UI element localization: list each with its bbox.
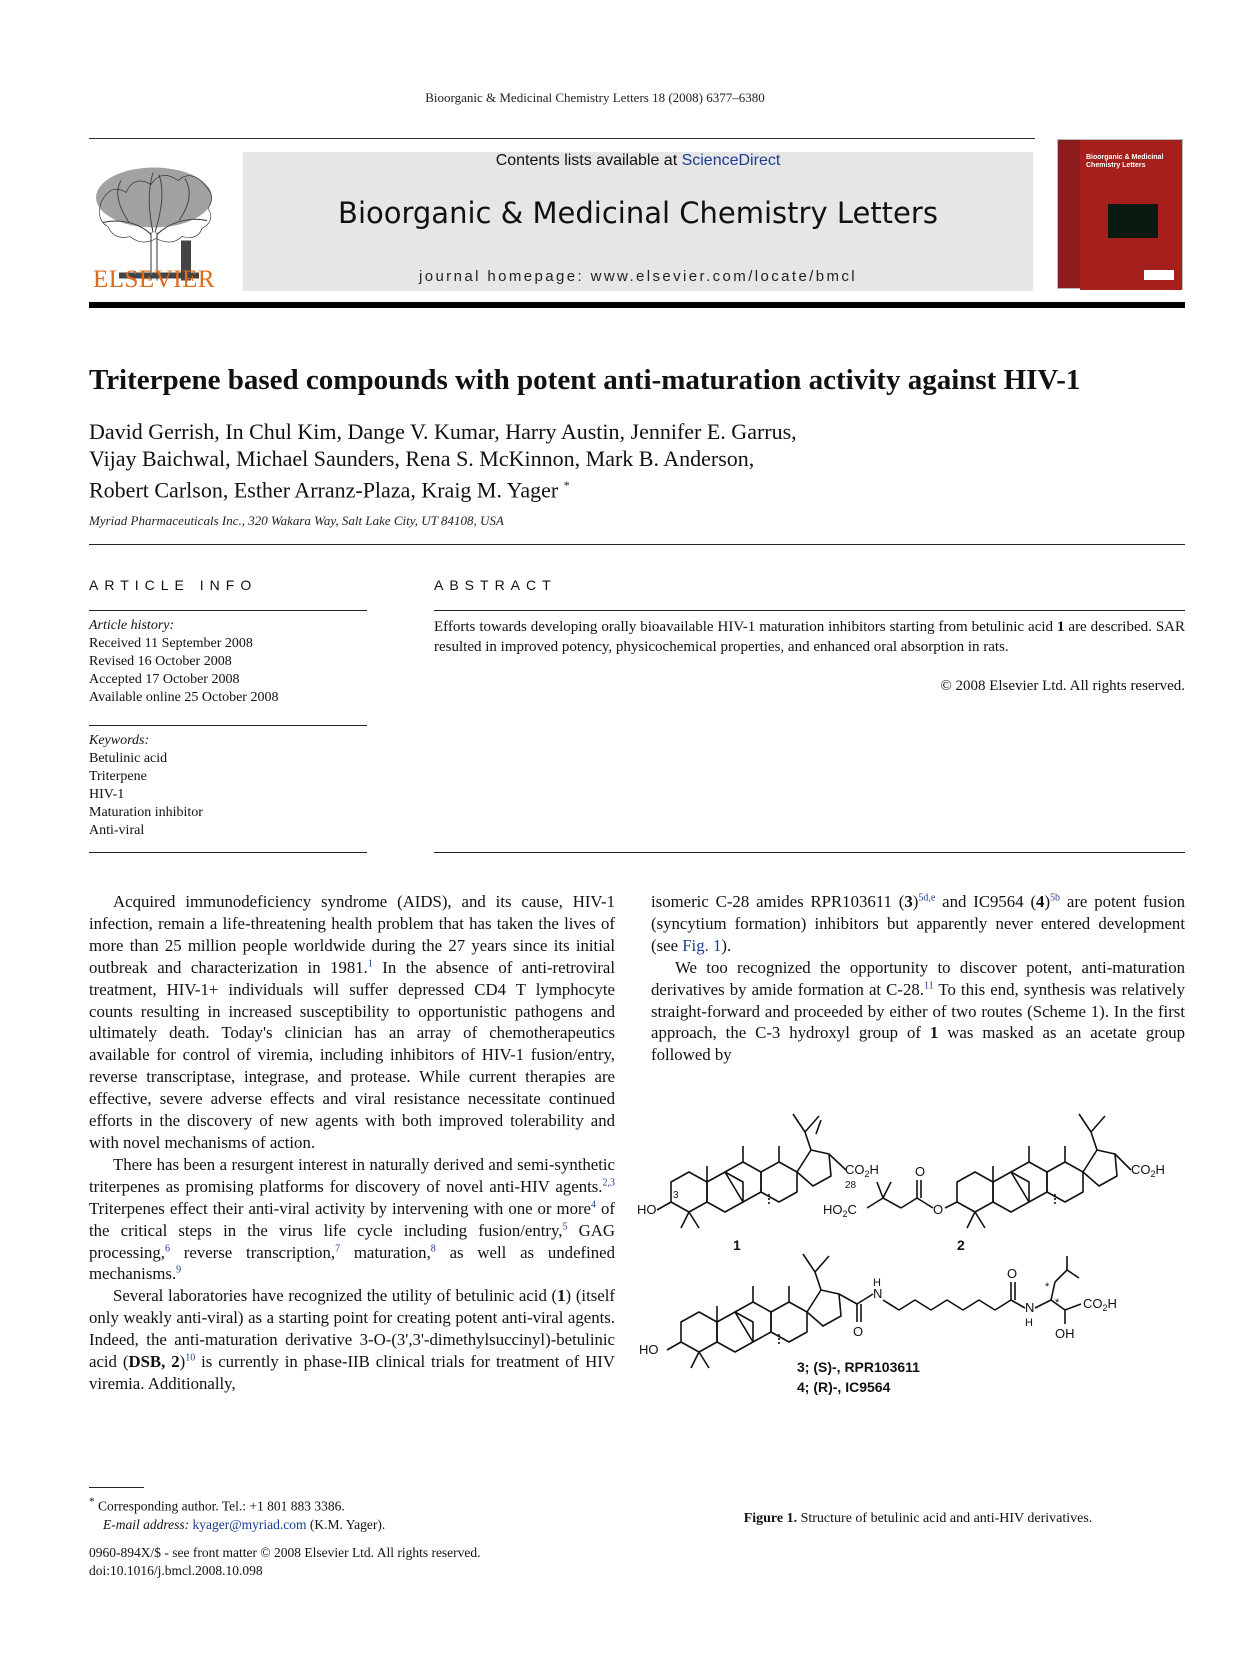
authors-line-1: David Gerrish, In Chul Kim, Dange V. Kumar, Harry Austin, Jennifer E. Garrus,	[89, 419, 797, 444]
stereo-mark: *	[1055, 1297, 1060, 1309]
email-suffix: (K.M. Yager).	[306, 1516, 386, 1532]
compound-ref: 1	[1056, 619, 1065, 635]
text: Triterpenes effect their anti-viral activity by intervening with one or more	[89, 1198, 592, 1218]
cover-title: Bioorganic & Medicinal Chemistry Letters	[1086, 154, 1164, 169]
citation-ref[interactable]: 4	[591, 1199, 597, 1211]
atom-label: N	[1025, 1300, 1035, 1315]
contents-line	[243, 152, 1033, 170]
atom-label: $CO_2H$	[845, 1162, 879, 1179]
text: ).	[721, 935, 732, 955]
compound-ref: 1	[929, 1023, 939, 1043]
body-paragraph	[89, 1285, 615, 1395]
atom-label: N	[873, 1286, 883, 1301]
structure-1	[657, 1114, 846, 1228]
text: was masked as an acetate group followed by	[651, 1023, 1185, 1065]
text: as well as undefined mechanisms.	[89, 1242, 615, 1284]
body-paragraph	[89, 891, 615, 1154]
atom-label: O	[1007, 1266, 1018, 1281]
header-thick-rule	[89, 302, 1185, 308]
affiliation: Myriad Pharmaceuticals Inc., 320 Wakara Way, Salt Lake City, UT 84108, USA	[89, 513, 504, 528]
citation-ref[interactable]: 6	[164, 1242, 170, 1254]
citation-ref[interactable]: 5b	[1050, 892, 1061, 904]
article-history	[89, 617, 369, 707]
email-label: E-mail address:	[103, 1516, 193, 1532]
compound-ref: DSB, 2	[128, 1352, 180, 1372]
elsevier-wordmark: ELSEVIER	[92, 266, 216, 293]
text: maturation,	[340, 1242, 431, 1262]
compound-label-3: 3; (S)-, RPR103611	[797, 1359, 920, 1375]
body-right-column	[651, 891, 1185, 1066]
article-info-bottom-rule	[89, 852, 367, 853]
text: Several laboratories have recognized the utility of betulinic acid (	[113, 1286, 558, 1306]
keywords-block	[89, 732, 369, 840]
figure-1-caption	[651, 1511, 1185, 1527]
article-info-heading: ARTICLE INFO	[89, 577, 258, 593]
structure-3-4	[667, 1254, 1081, 1368]
citation-ref[interactable]: 5d,e	[918, 892, 936, 904]
body-left-column	[89, 891, 615, 1395]
citation-ref[interactable]: 7	[335, 1242, 341, 1254]
keywords-rule	[89, 725, 367, 726]
email-link[interactable]: kyager@myriad.com	[192, 1516, 307, 1532]
article-info-rule	[89, 610, 367, 611]
text: ) (itself only weakly anti-viral) as a starting point for creating potent anti-viral agents. Indeed, the anti-maturation derivative 3-O-(3',3'-dimethylsuccinyl)-betulinic acid (	[89, 1286, 615, 1372]
citation-ref[interactable]: 2,3	[602, 1177, 615, 1189]
text: is currently in phase-IIB clinical trials for treatment of HIV viremia. Additionally,	[89, 1352, 615, 1393]
body-paragraph	[651, 891, 1185, 957]
contents-prefix: Contents lists available at	[495, 152, 682, 169]
bottom-meta	[89, 1544, 689, 1580]
atom-label: O	[915, 1164, 926, 1179]
header-rule	[89, 138, 1035, 139]
body-paragraph	[89, 1154, 615, 1285]
citation-ref[interactable]: 11	[923, 980, 934, 992]
text: and IC9564 (	[935, 892, 1037, 911]
authors-line-3: Robert Carlson, Esther Arranz-Plaza, Kraig M. Yager	[89, 477, 559, 503]
figure-link[interactable]: Fig. 1	[682, 935, 722, 955]
atom-label: $CO_2H$	[1083, 1296, 1117, 1313]
author-list	[89, 418, 989, 503]
footnote-mark: *	[89, 1496, 95, 1508]
atom-label: H	[1025, 1317, 1033, 1329]
history-label: Article history:	[89, 618, 175, 633]
atom-label: 3	[673, 1190, 679, 1201]
abstract-part: are described. SAR resulted in improved potency, physicochemical properties, and enhanced oral absorption in rats.	[434, 619, 1185, 655]
sciencedirect-link[interactable]: ScienceDirect	[681, 152, 781, 169]
text: of the critical steps in the virus life cycle including fusion/entry,	[89, 1198, 615, 1240]
journal-homepage[interactable]: journal homepage: www.elsevier.com/locate/bmcl	[418, 268, 858, 285]
authors-line-2: Vijay Baichwal, Michael Saunders, Rena S. McKinnon, Mark B. Anderson,	[89, 446, 755, 471]
keyword-item: Anti-viral	[89, 823, 145, 838]
abstract-rule	[434, 610, 1185, 611]
caption-text: Structure of betulinic acid and anti-HIV derivatives.	[797, 1511, 1093, 1526]
history-received: Received 11 September 2008	[89, 636, 253, 651]
history-revised: Revised 16 October 2008	[89, 654, 232, 669]
footnote-rule	[89, 1487, 144, 1488]
journal-cover-thumbnail	[1057, 139, 1183, 289]
structure-2	[867, 1114, 1131, 1228]
abstract-heading: ABSTRACT	[434, 577, 557, 593]
doi-line[interactable]: doi:10.1016/j.bmcl.2008.10.098	[89, 1563, 263, 1578]
keyword-item: HIV-1	[89, 787, 125, 802]
abstract-bottom-rule	[434, 852, 1185, 853]
text: )	[179, 1352, 186, 1372]
abstract-part: Efforts towards developing orally bioavailable HIV-1 maturation inhibitors starting from betulinic acid	[434, 619, 1057, 635]
authors-line-3-wrap	[89, 472, 989, 503]
atom-label: 28	[845, 1180, 857, 1191]
compound-ref: 3	[904, 892, 913, 911]
text: To this end, synthesis was relatively straight-forward and proceeded by either of two routes (Scheme 1). In the first approach, the C-3 hydroxyl group of	[651, 979, 1185, 1043]
abstract-copyright: © 2008 Elsevier Ltd. All rights reserved.	[940, 678, 1185, 694]
abstract-text	[434, 617, 1185, 657]
text: GAG processing,	[89, 1220, 615, 1262]
text: )	[1044, 892, 1051, 911]
cover-footer	[1144, 270, 1174, 280]
compound-ref: 1	[557, 1286, 566, 1306]
footnote-line-2	[89, 1516, 589, 1534]
citation-ref[interactable]: 10	[185, 1352, 196, 1364]
caption-label: Figure 1.	[743, 1511, 798, 1526]
keyword-item: Triterpene	[89, 769, 147, 784]
atom-label: $HO_2C$	[823, 1202, 857, 1219]
body-paragraph	[651, 957, 1185, 1067]
cover-band	[1058, 140, 1080, 288]
atom-label: $CO_2H$	[1131, 1162, 1165, 1179]
footnote-text: Corresponding author. Tel.: +1 801 883 3386.	[98, 1498, 345, 1514]
corresponding-mark[interactable]: *	[563, 478, 570, 492]
text: isomeric C-28 amides RPR103611 (	[651, 892, 905, 911]
compound-label-4: 4; (R)-, IC9564	[797, 1379, 891, 1395]
issn-line: 0960-894X/$ - see front matter © 2008 Elsevier Ltd. All rights reserved.	[89, 1545, 481, 1560]
text: )	[912, 892, 919, 911]
footnote-line-1	[89, 1493, 589, 1516]
citation-ref[interactable]: 1	[367, 958, 373, 970]
affiliation-rule	[89, 544, 1185, 545]
history-accepted: Accepted 17 October 2008	[89, 672, 240, 687]
keywords-label: Keywords:	[89, 733, 150, 748]
atom-label: OH	[1055, 1326, 1075, 1341]
text: We too recognized the opportunity to discover potent, anti-maturation derivatives by amide formation at C-28.	[651, 957, 1185, 999]
atom-label: HO	[639, 1342, 659, 1357]
text: reverse transcription,	[169, 1242, 336, 1262]
compound-label-2: 2	[957, 1237, 965, 1253]
citation-ref[interactable]: 8	[430, 1242, 436, 1254]
atom-label: H	[873, 1277, 881, 1289]
cover-image	[1108, 204, 1158, 238]
stereo-mark: *	[1045, 1281, 1050, 1293]
citation-ref[interactable]: 5	[562, 1221, 568, 1232]
article-title: Triterpene based compounds with potent anti-maturation activity against HIV-1	[89, 364, 1081, 396]
text: Acquired immunodeficiency syndrome (AIDS), and its cause, HIV-1 infection, remain a life-threatening health problem that has taken the lives of more than 25 million people worldwide during the 27 years since its initial outbreak and characterization in 1981.	[89, 892, 615, 977]
text: In the absence of anti-retroviral treatment, HIV-1+ individuals will suffer depressed CD4 T lymphocyte counts resulting in increased susceptibility to opportunistic pathogens and ultimately death. Today's clinician has an array of chemotherapeutics available for control of viremia, including inhibitors of HIV-1 fusion/entry, reverse transcriptase, integrase, and protease. While current therapies are effective, severe adverse effects and viral resistance necessitate continued efforts in the discovery of new agents with both improved tolerability and with novel mechanisms of action.	[89, 957, 615, 1152]
text: are potent fusion (syncytium formation) inhibitors but apparently never entered development (see	[651, 892, 1185, 955]
history-online: Available online 25 October 2008	[89, 690, 279, 705]
atom-label: O	[853, 1324, 864, 1339]
keyword-item: Betulinic acid	[89, 751, 168, 766]
compound-ref: 4	[1036, 892, 1045, 911]
figure-1-structures	[637, 1110, 1185, 1490]
keyword-item: Maturation inhibitor	[89, 805, 203, 820]
compound-label-1: 1	[733, 1237, 741, 1253]
text: There has been a resurgent interest in naturally derived and semi-synthetic triterpenes as promising platforms for discovery of novel anti-HIV agents.	[89, 1154, 615, 1196]
atom-label: O	[933, 1202, 944, 1217]
journal-title: Bioorganic & Medicinal Chemistry Letters	[338, 196, 938, 230]
atom-label: HO	[637, 1202, 657, 1217]
running-head: Bioorganic & Medicinal Chemistry Letters 18 (2008) 6377–6380	[425, 90, 765, 105]
corresponding-footnote	[89, 1493, 589, 1534]
citation-ref[interactable]: 9	[176, 1264, 182, 1276]
